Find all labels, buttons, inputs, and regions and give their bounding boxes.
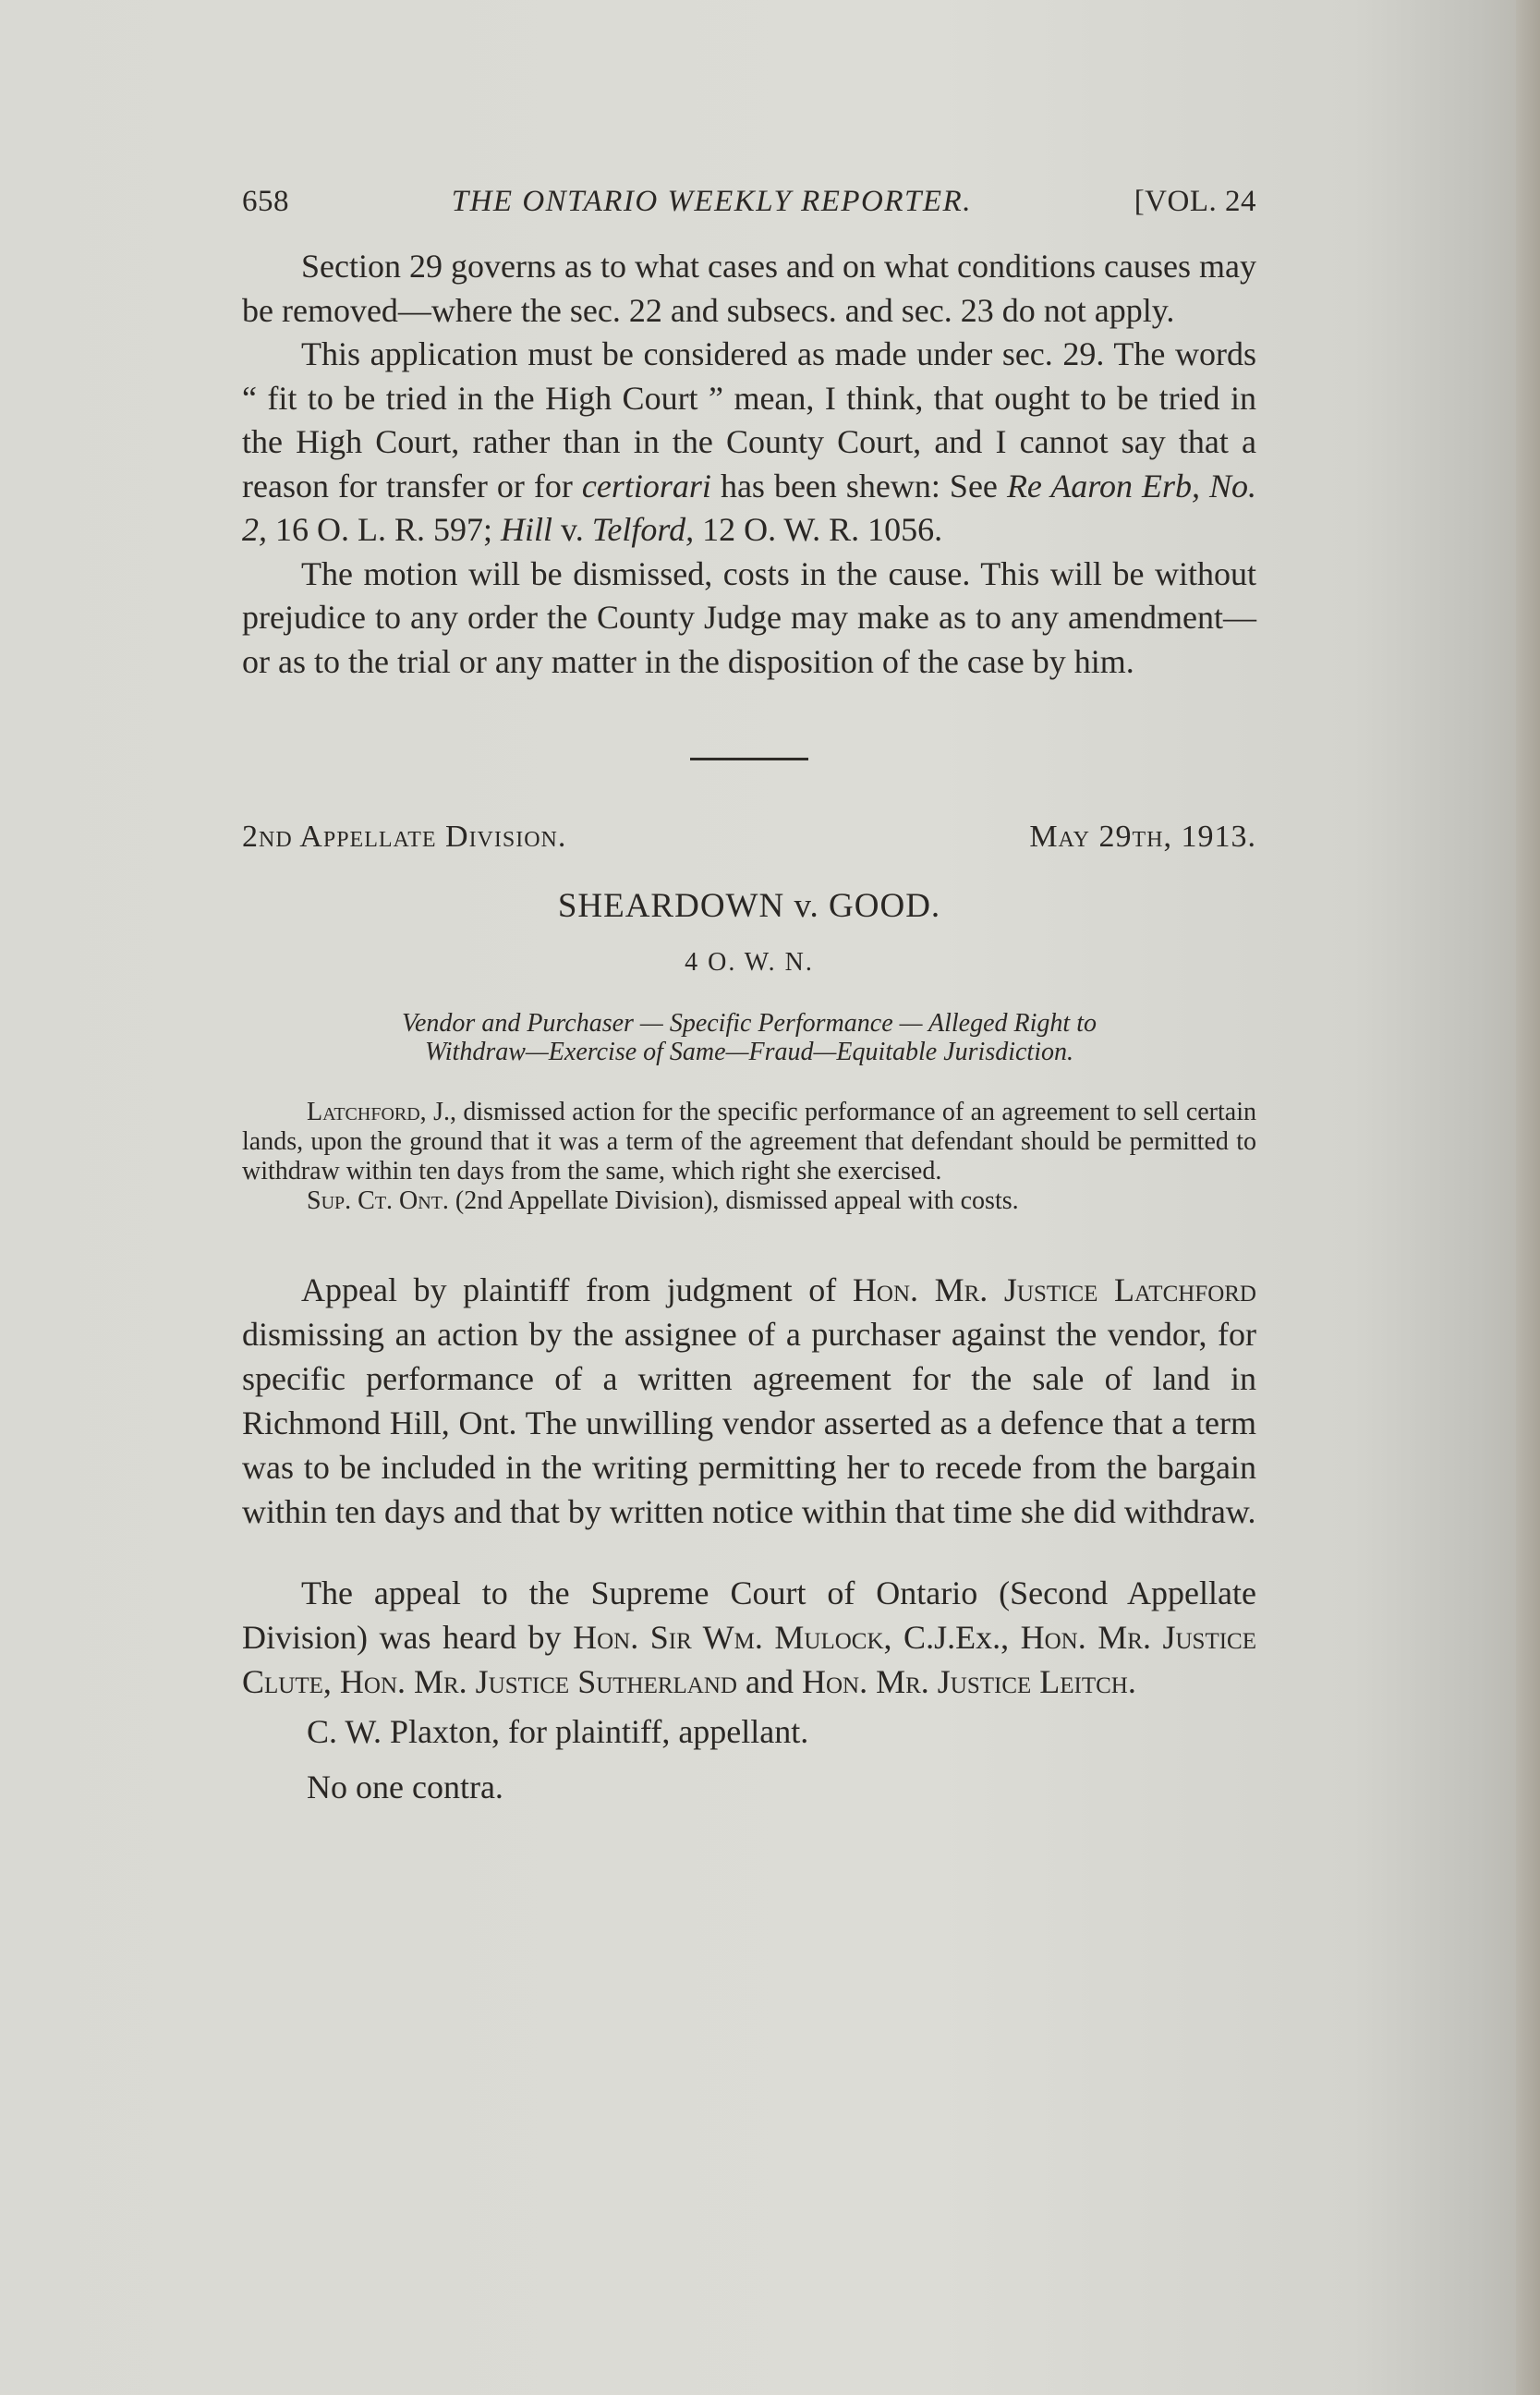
judge-name: Hon. Mr. Justice Clute [242, 1619, 1256, 1700]
decision-date: May 29th, 1913. [1029, 820, 1256, 854]
page-content [242, 185, 1256, 1815]
text-run: and [736, 1663, 802, 1700]
text-run: . [1127, 1663, 1136, 1700]
headnote-paragraph [242, 1098, 1256, 1186]
text-run: , C.J.Ex., [883, 1619, 1021, 1656]
book-gutter [1516, 0, 1540, 2395]
text-run: This application must be considered as made under sec. 29. The words “ fit to be tried in the High Court ” mean, I think, that ought to be tried in the High Court, rather than in the County Court, and I cannot say that a reason for transfer or for [242, 335, 1256, 505]
text-run: Appeal by plaintiff from judgment of [301, 1271, 853, 1308]
text-run: v. [552, 511, 592, 548]
section-divider [690, 758, 808, 760]
hearing-paragraph [242, 1571, 1256, 1704]
paragraph-section-29: Section 29 governs as to what cases and on what conditions causes may be removed—where the sec. 22 and subsecs. and sec. 23 do not apply. [242, 248, 1256, 329]
catchwords [242, 1009, 1256, 1066]
case-reference: Hill [501, 511, 553, 548]
case-title: SHEARDOWN v. GOOD. [557, 887, 941, 925]
paragraph-motion-dismissed: The motion will be dismissed, costs in the cause. This will be without prejudice to any order the County Judge may make as to any amendment—or as to the trial or any matter in the disposition of the case by him. [242, 554, 1256, 680]
judge-name: Hon. Sir Wm. Mulock [573, 1619, 884, 1656]
running-title: THE ONTARIO WEEKLY REPORTER. [451, 185, 972, 218]
court-line [242, 820, 1256, 855]
counsel-plaintiff: C. W. Plaxton, for plaintiff, appellant. [307, 1713, 809, 1750]
running-header [242, 185, 1256, 219]
case-reference: Re Aaron Erb, No. 2, [242, 467, 1256, 548]
paragraph-application [242, 333, 1256, 553]
case-reference: Telford, [591, 511, 695, 548]
page-number: 658 [242, 185, 289, 218]
catchwords-line: Withdraw—Exercise of Same—Fraud—Equitable Jurisdiction. [424, 1038, 1073, 1066]
text-run: dismissing an action by the assignee of a purchaser against the vendor, for specific performance of a written agreement for the sale of land in Richmond Hill, Ont. The unwilling vendor asserted as a defence that a term was to be included in the writing permitting her to recede from the bargain within ten days and that by written notice within that time she did withdraw. [242, 1316, 1256, 1530]
text-run: , [322, 1663, 340, 1700]
judge-name: Hon. Mr. Justice Leitch [801, 1663, 1128, 1700]
text-run: has been shewn: See [710, 467, 1007, 505]
case-citation: 4 O. W. N. [685, 948, 814, 977]
text-run: (2nd Appellate Division), dismissed appeal with costs. [448, 1186, 1019, 1215]
judge-name: Hon. Mr. Justice Sutherland [339, 1663, 737, 1700]
counsel-contra: No one contra. [307, 1769, 503, 1805]
counsel-block [242, 1704, 1256, 1815]
italic-term: certiorari [581, 467, 711, 505]
headnote-paragraph [242, 1186, 1256, 1216]
text-run: The appeal to the Supreme Court of Ontario (Second Appellate Division) was heard by [242, 1574, 1256, 1656]
judge-name: Hon. Mr. Justice Latchford [852, 1271, 1256, 1308]
text-run: dismissed action for the specific performance of an agreement to sell certain lands, upon the ground that it was a term of the agreement that defendant should be permitted to withdraw within ten days from the same, which right she exercised. [242, 1098, 1256, 1185]
catchwords-line: Vendor and Purchaser — Specific Performance — Alleged Right to [402, 1009, 1097, 1038]
volume-label: [VOL. 24 [1134, 185, 1256, 218]
judge-name: Latchford, J., [307, 1098, 456, 1126]
court-name: Sup. Ct. Ont. [307, 1186, 449, 1215]
text-run: 12 O. W. R. 1056. [694, 511, 943, 548]
text-run: 16 O. L. R. 597; [267, 511, 502, 548]
court-division: 2nd Appellate Division. [242, 820, 567, 854]
appeal-paragraph [242, 1268, 1256, 1534]
